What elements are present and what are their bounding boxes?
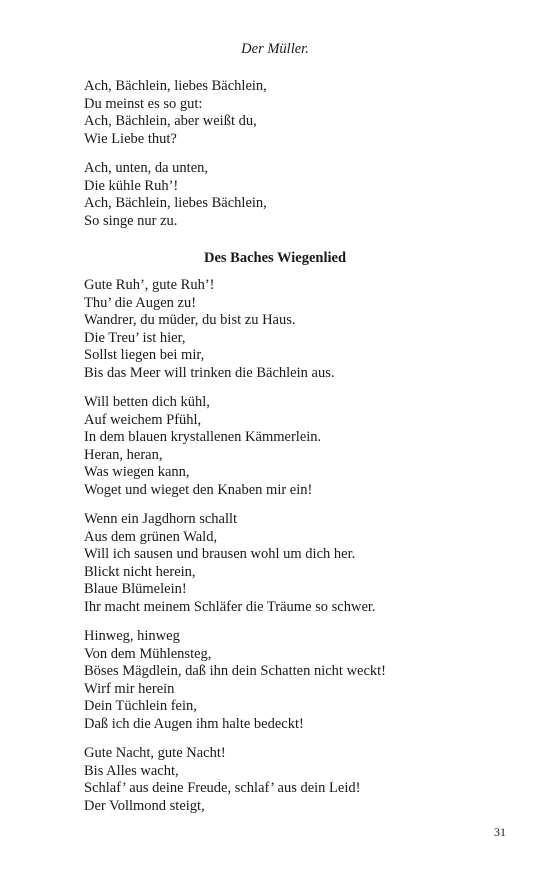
stanza — [84, 160, 267, 230]
verse-line: Hinweg, hinweg — [84, 628, 180, 644]
verse-line: In dem blauen krystallenen Kämmerlein. — [84, 429, 322, 446]
verse-line: Von dem Mühlensteg, — [84, 645, 212, 662]
verse-line: Schlaf’ aus deine Freude, schlaf’ aus dein Leid! — [84, 780, 361, 797]
verse-line: Die kühle Ruh’! — [84, 177, 179, 194]
speaker-heading: Der Müller. — [241, 41, 309, 57]
verse-line: Sollst liegen bei mir, — [84, 347, 205, 364]
verse-line: Ihr macht meinem Schläfer die Träume so schwer. — [84, 598, 376, 615]
verse-line: Was wiegen kann, — [84, 464, 190, 481]
verse-line: Will ich sausen und brausen wohl um dich her. — [84, 546, 356, 563]
verse-line: Will betten dich kühl, — [84, 394, 210, 410]
stanza — [84, 511, 376, 617]
verse-line: Heran, heran, — [84, 446, 163, 463]
verse-line: Du meinst es so gut: — [84, 95, 203, 112]
verse-line: So singe nur zu. — [84, 212, 178, 229]
page-number: 31 — [494, 825, 506, 839]
verse-line: Die Treu’ ist hier, — [84, 329, 186, 346]
verse-line: Wenn ein Jagdhorn schallt — [84, 511, 238, 527]
verse-line: Ach, Bächlein, liebes Bächlein, — [84, 195, 267, 212]
verse-line: Ach, unten, da unten, — [84, 160, 209, 176]
verse-line: Wirf mir herein — [84, 680, 175, 697]
verse-line: Böses Mägdlein, daß ihn dein Schatten nicht weckt! — [84, 663, 387, 680]
verse-line: Wie Liebe thut? — [84, 130, 177, 147]
verse-line: Ach, Bächlein, liebes Bächlein, — [84, 78, 267, 94]
verse-line: Gute Ruh’, gute Ruh’! — [84, 277, 215, 293]
verse-line: Der Vollmond steigt, — [84, 797, 205, 814]
verse-line: Gute Nacht, gute Nacht! — [84, 745, 226, 761]
verse-line: Aus dem grünen Wald, — [84, 528, 218, 545]
stanza — [84, 745, 360, 815]
verse-line: Dein Tüchlein fein, — [84, 698, 197, 715]
verse-line: Bis das Meer will trinken die Bächlein aus. — [84, 364, 335, 381]
verse-line: Ach, Bächlein, aber weißt du, — [84, 113, 257, 130]
verse-line: Daß ich die Augen ihm halte bedeckt! — [84, 715, 304, 732]
stanza — [84, 78, 267, 148]
stanza — [84, 628, 386, 734]
verse-line: Blickt nicht herein, — [84, 563, 196, 580]
stanza — [84, 277, 334, 383]
stanza — [84, 394, 321, 500]
verse-line: Wandrer, du müder, du bist zu Haus. — [84, 312, 296, 329]
verse-line: Bis Alles wacht, — [84, 762, 179, 779]
verse-line: Blaue Blümelein! — [84, 581, 187, 598]
poem-title: Des Baches Wiegenlied — [203, 250, 347, 266]
verse-line: Thu’ die Augen zu! — [84, 294, 197, 311]
verse-line: Woget und wieget den Knaben mir ein! — [84, 481, 313, 498]
verse-line: Auf weichem Pfühl, — [84, 411, 202, 428]
